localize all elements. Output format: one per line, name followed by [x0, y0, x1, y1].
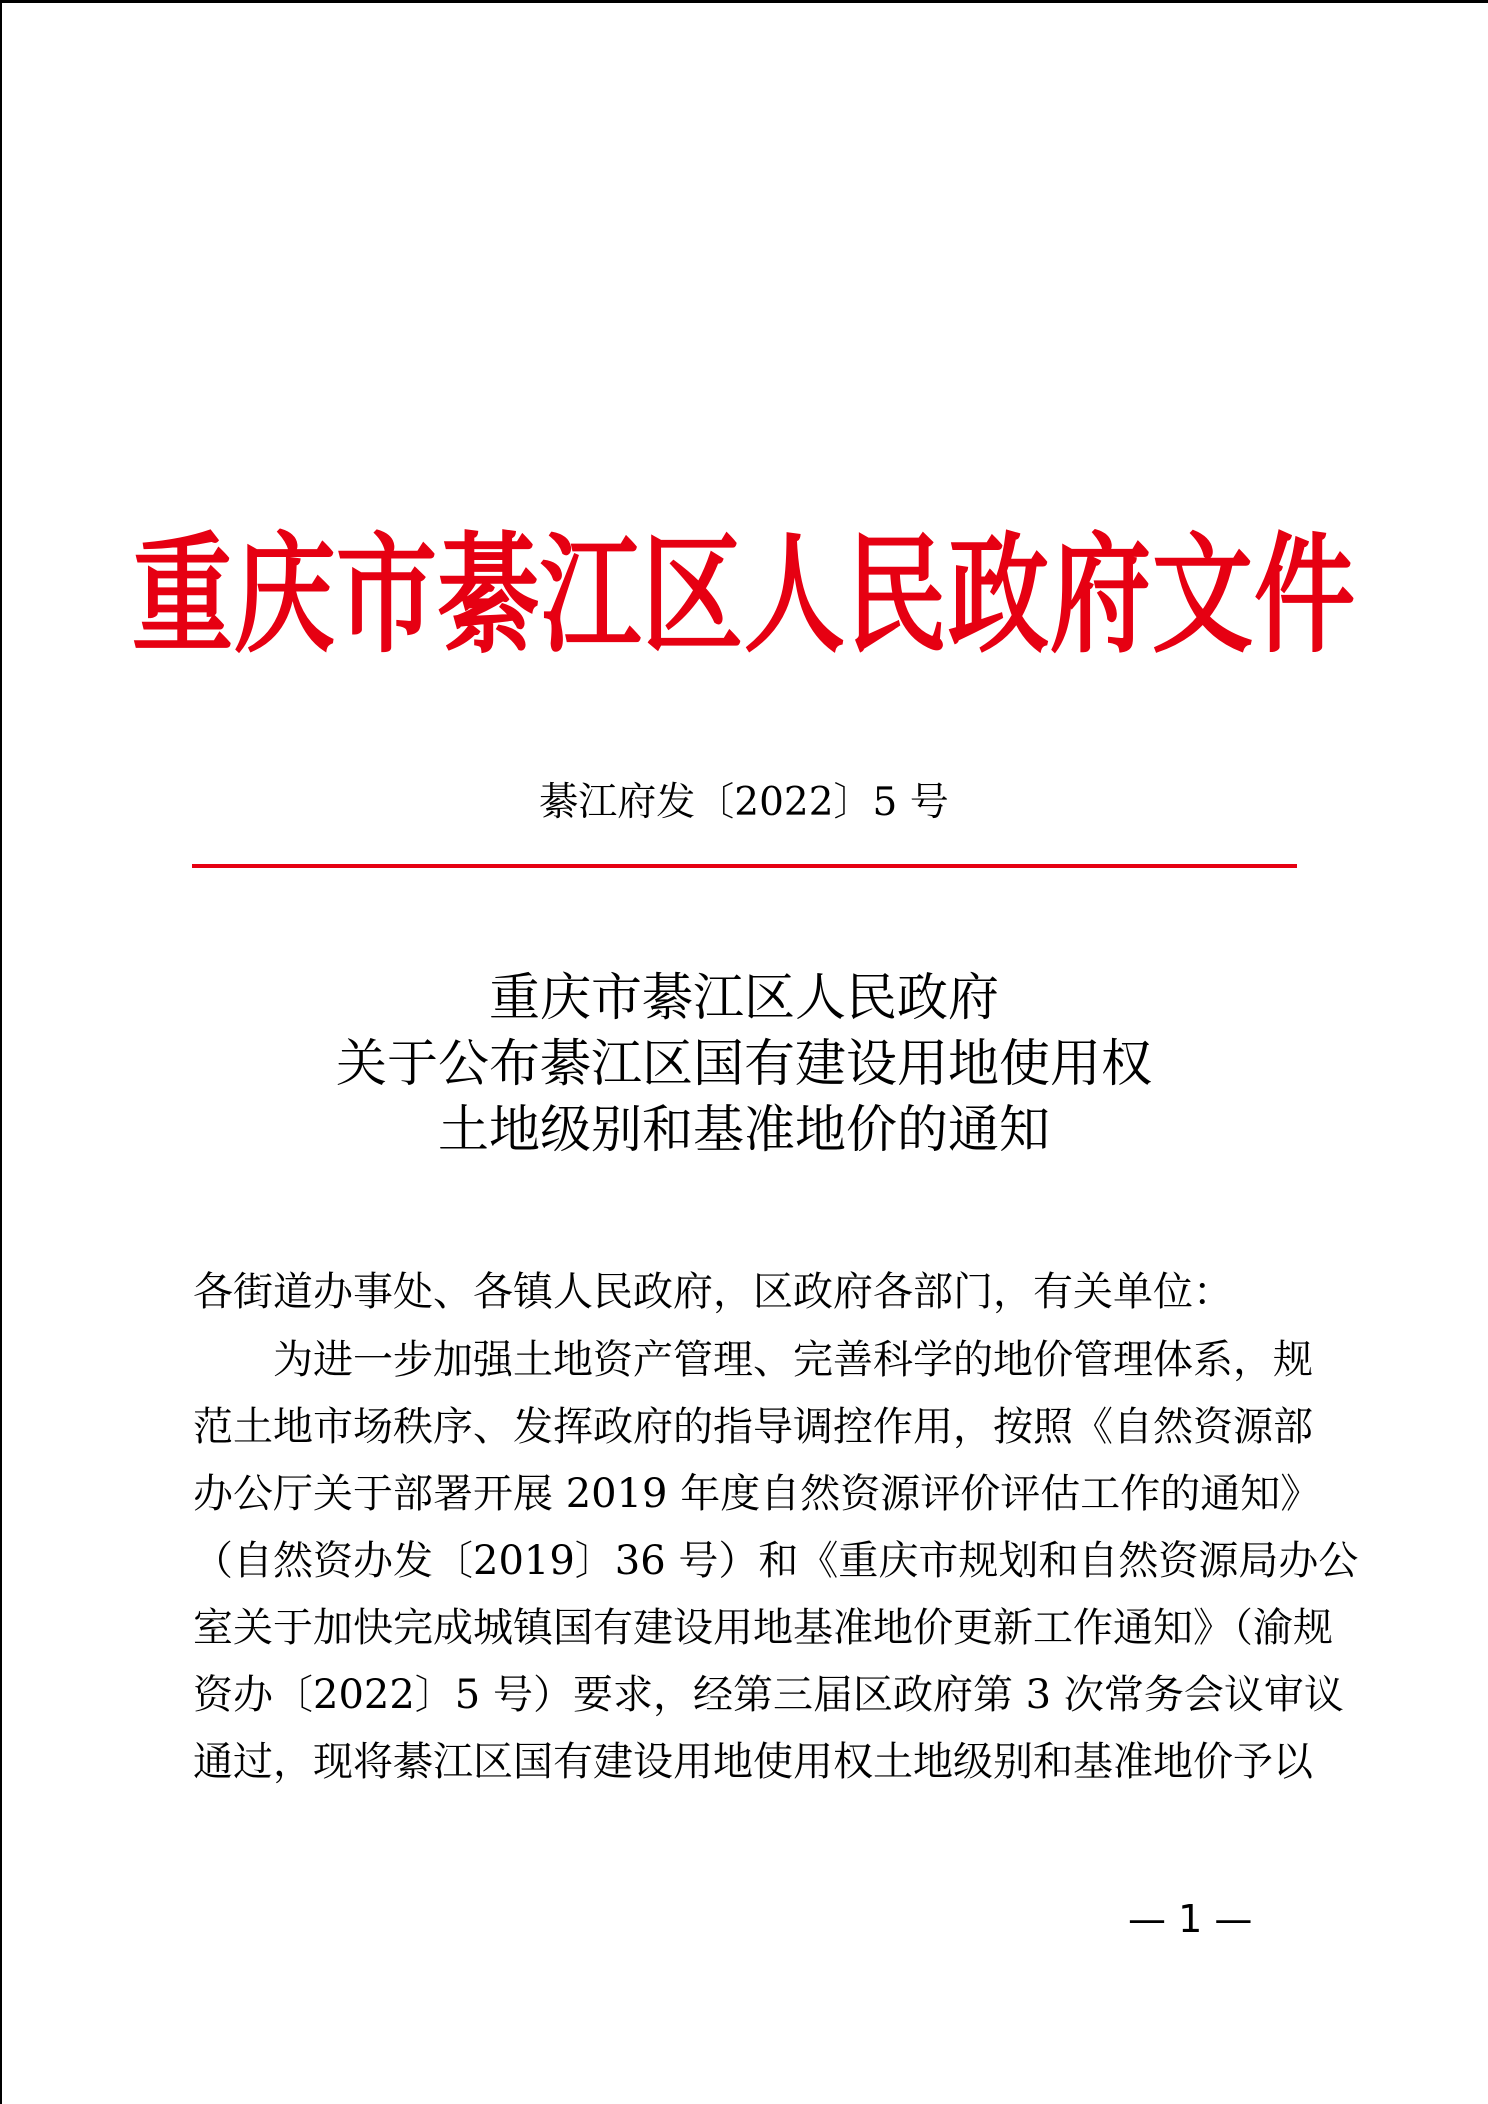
body-line-5: 室关于加快完成城镇国有建设用地基准地价更新工作通知》（渝规 — [193, 1605, 1333, 1651]
notice-title — [0, 966, 1488, 1164]
body-line-3: 办公厅关于部署开展 2019 年度自然资源评价评估工作的通知》 — [193, 1471, 1321, 1517]
body-line-4: （自然资办发〔2019〕36 号）和《重庆市规划和自然资源局办公 — [193, 1538, 1359, 1584]
document-number: 綦江府发〔2022〕5 号 — [539, 780, 949, 825]
issuer-title: 重庆市綦江区人民政府文件 — [131, 518, 1356, 671]
salutation: 各街道办事处、各镇人民政府，区政府各部门，有关单位： — [193, 1269, 1233, 1315]
page-number: — 1 — — [1128, 1897, 1253, 1941]
notice-title-line-3: 土地级别和基准地价的通知 — [437, 1101, 1050, 1160]
red-divider-line — [192, 864, 1297, 868]
notice-title-line-2: 关于公布綦江区国有建设用地使用权 — [335, 1035, 1152, 1094]
body-line-2: 范土地市场秩序、发挥政府的指导调控作用，按照《自然资源部 — [193, 1404, 1313, 1450]
notice-title-line-1: 重庆市綦江区人民政府 — [488, 969, 999, 1028]
top-border — [0, 0, 1488, 3]
body-line-7: 通过，现将綦江区国有建设用地使用权土地级别和基准地价予以 — [193, 1739, 1313, 1785]
body-line-6: 资办〔2022〕5 号）要求，经第三届区政府第 3 次常务会议审议 — [193, 1672, 1344, 1718]
body-line-1: 为进一步加强土地资产管理、完善科学的地价管理体系，规 — [273, 1337, 1313, 1383]
